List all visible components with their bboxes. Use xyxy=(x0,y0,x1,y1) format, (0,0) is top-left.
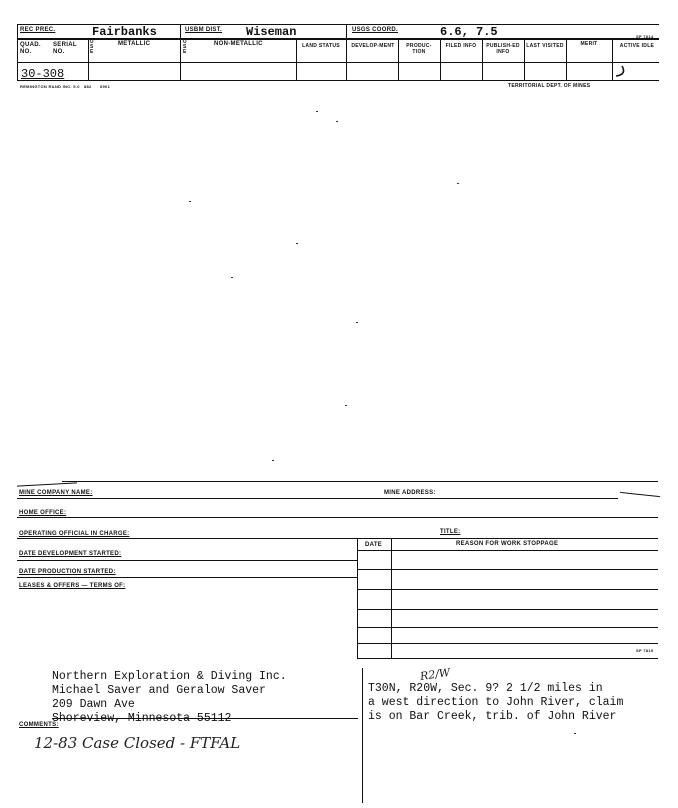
operating-official-label: OPERATING OFFICIAL IN CHARGE: xyxy=(19,531,130,537)
location-line: a west direction to John River, claim xyxy=(368,696,624,709)
active-check-mark xyxy=(612,64,628,80)
owner-line: Northern Exploration & Diving Inc. xyxy=(52,670,287,683)
owner-underline xyxy=(52,718,358,719)
stoppage-header-rule xyxy=(357,550,658,551)
printer-num-2: 6901 xyxy=(100,84,111,89)
owner-line: 209 Dawn Ave xyxy=(52,698,135,711)
divider-usgs xyxy=(346,24,347,80)
printer-num-1: 882 xyxy=(84,84,92,89)
stoppage-date-divider xyxy=(391,538,392,658)
divider-pub xyxy=(482,38,483,80)
col-production: PRODUC-TION xyxy=(406,43,432,55)
lower-top-rule xyxy=(62,481,658,482)
home-office-rule xyxy=(17,517,658,518)
usgs-coord-value: 6.6, 7.5 xyxy=(440,25,498,39)
divider-land xyxy=(296,38,297,80)
mine-address-label: MINE ADDRESS: xyxy=(384,490,436,496)
reason-col-header: REASON FOR WORK STOPPAGE xyxy=(456,541,559,547)
col-use-1: U S E xyxy=(90,39,94,55)
date-production-label: DATE PRODUCTION STARTED: xyxy=(19,569,116,575)
divider-usbm xyxy=(180,24,181,80)
scan-speck xyxy=(345,405,347,406)
col-serial: SERIAL NO. xyxy=(53,42,77,55)
mine-company-rule-tail xyxy=(620,492,660,497)
stoppage-left-border xyxy=(357,538,358,658)
title-label: TITLE: xyxy=(440,529,461,535)
divider-last xyxy=(524,38,525,80)
date-dev-rule xyxy=(17,560,357,561)
scan-speck xyxy=(574,733,576,734)
operating-official-rule xyxy=(17,538,658,539)
home-office-label: HOME OFFICE: xyxy=(19,510,67,516)
col-land-status: LAND STATUS xyxy=(302,43,340,49)
form-code-top: SP 7814 xyxy=(636,34,654,39)
location-block xyxy=(368,682,623,724)
record-bottom-rule xyxy=(17,80,659,81)
columns-divider xyxy=(17,62,659,63)
stoppage-row-4 xyxy=(357,627,658,628)
location-line: is on Bar Creek, trib. of John River xyxy=(368,710,617,723)
territorial-dept: TERRITORIAL DEPT. OF MINES xyxy=(508,83,591,89)
col-nonmetallic: NON-METALLIC xyxy=(214,41,263,47)
rec-prec-label: REC PREC. xyxy=(20,27,56,33)
scan-speck xyxy=(272,460,274,461)
leases-label: LEASES & OFFERS — TERMS OF: xyxy=(19,583,126,589)
lower-center-divider xyxy=(362,668,363,803)
col-published-info: PUBLISH-ED INFO xyxy=(486,43,520,55)
usbm-dist-label: USBM DIST. xyxy=(185,27,223,33)
stoppage-row-1 xyxy=(357,569,658,570)
date-development-label: DATE DEVELOPMENT STARTED: xyxy=(19,551,122,557)
stoppage-bottom-rule xyxy=(357,658,658,659)
col-metallic: METALLIC xyxy=(118,41,151,47)
scan-speck xyxy=(336,121,338,122)
divider-serial xyxy=(88,38,89,80)
col-last-visited: LAST VISITED xyxy=(526,43,564,49)
mine-company-label: MINE COMPANY NAME: xyxy=(19,490,93,496)
scan-speck xyxy=(316,111,318,112)
form-code-bottom: SP 7815 xyxy=(636,648,654,653)
location-line: T30N, R20W, Sec. 9? 2 1/2 miles in xyxy=(368,682,603,695)
comments-label: COMMENTS: xyxy=(19,722,59,728)
rec-prec-value: Fairbanks xyxy=(92,25,157,39)
range-correction: R2/W xyxy=(419,665,452,684)
col-use-2: U S E xyxy=(183,39,187,55)
lower-top-rule-left xyxy=(17,482,77,486)
scan-speck xyxy=(296,243,298,244)
date-col-header: DATE xyxy=(365,542,383,548)
divider-prod xyxy=(398,38,399,80)
stoppage-row-3 xyxy=(357,609,658,610)
left-border xyxy=(17,24,18,80)
owner-line: Michael Saver and Geralow Saver xyxy=(52,684,266,697)
stoppage-row-2 xyxy=(357,589,658,590)
date-prod-rule xyxy=(17,577,357,578)
scan-speck xyxy=(356,322,358,323)
col-active-idle: ACTIVE IDLE xyxy=(619,43,655,49)
col-development: DEVELOP-MENT xyxy=(351,43,395,49)
col-quad: QUAD. NO. xyxy=(20,42,41,55)
mine-company-rule xyxy=(17,498,618,499)
scan-speck xyxy=(457,183,459,184)
scan-speck xyxy=(231,277,233,278)
usbm-dist-value: Wiseman xyxy=(246,25,297,39)
scan-speck xyxy=(189,201,191,202)
handwritten-comment: 12-83 Case Closed - FTFAL xyxy=(34,734,241,752)
stoppage-row-5 xyxy=(357,643,658,644)
divider-merit xyxy=(566,38,567,80)
divider-filed xyxy=(440,38,441,80)
usgs-coord-label: USGS COORD. xyxy=(352,27,398,33)
printer-info: REMINGTON RAND INC. 5.0 xyxy=(20,84,80,89)
col-merit: MERIT xyxy=(580,41,598,47)
owner-line: Shoreview, Minnesota 55112 xyxy=(52,712,232,725)
quad-serial-value: 30-308 xyxy=(21,67,65,81)
col-filed-info: FILED INFO xyxy=(445,43,477,49)
